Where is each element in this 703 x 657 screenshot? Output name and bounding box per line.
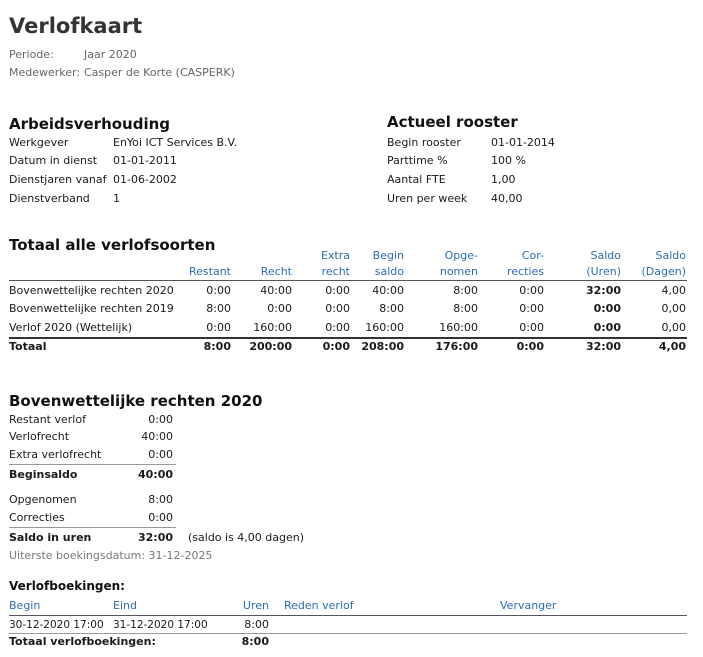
col-head: Extra xyxy=(320,249,350,262)
boeking-begin: 30-12-2020 17:00 xyxy=(9,619,104,631)
total-value: 200:00 xyxy=(249,340,292,353)
row-value: 0:00 xyxy=(325,321,350,334)
arbeid-label: Dienstjaren vanaf xyxy=(9,173,107,186)
boek-col-begin: Begin xyxy=(9,599,41,612)
bw-value: 40:00 xyxy=(141,430,173,443)
row-value: 0:00 xyxy=(267,302,292,315)
boekingen-total-value: 8:00 xyxy=(241,635,269,648)
medewerker-label: Medewerker: xyxy=(9,66,81,79)
row-value: 40:00 xyxy=(372,284,404,297)
col-head: (Dagen) xyxy=(641,265,686,278)
rooster-value: 40,00 xyxy=(491,192,523,205)
saldo-note: (saldo is 4,00 dagen) xyxy=(188,531,305,544)
bw-value: 0:00 xyxy=(148,511,173,524)
row-value: 8:00 xyxy=(453,302,478,315)
col-head: saldo xyxy=(374,265,404,278)
boekingen-total-divider xyxy=(9,633,687,634)
saldo-value: 32:00 xyxy=(137,531,173,544)
medewerker-value: Casper de Korte (CASPERK) xyxy=(84,66,235,79)
bw-label: Restant verlof xyxy=(9,413,86,426)
rooster-value: 1,00 xyxy=(491,173,516,186)
row-value: 0:00 xyxy=(325,284,350,297)
uiterste-boekingsdatum: Uiterste boekingsdatum: 31-12-2025 xyxy=(9,549,213,562)
row-value: 0,00 xyxy=(661,302,686,315)
beginsaldo-label: Beginsaldo xyxy=(9,468,78,481)
bw-label: Correcties xyxy=(9,511,65,524)
col-head: nomen xyxy=(439,265,478,278)
boek-col-reden: Reden verlof xyxy=(284,599,354,612)
row-value: 0:00 xyxy=(519,302,544,315)
total-value: 176:00 xyxy=(435,340,478,353)
col-head: Saldo xyxy=(590,249,621,262)
arbeid-label: Dienstverband xyxy=(9,192,90,205)
col-head: Recht xyxy=(260,265,292,278)
boekingen-header-divider xyxy=(9,615,687,616)
bw-label: Extra verlofrecht xyxy=(9,448,102,461)
col-head: (Uren) xyxy=(586,265,621,278)
rooster-label: Begin rooster xyxy=(387,136,461,149)
beginsaldo-divider xyxy=(9,464,176,465)
rooster-label: Parttime % xyxy=(387,154,448,167)
rooster-value: 01-01-2014 xyxy=(491,136,555,149)
col-head: Opge- xyxy=(444,249,478,262)
col-head: recht xyxy=(321,265,350,278)
bw-label: Opgenomen xyxy=(9,493,77,506)
boekingen-total-label: Totaal verlofboekingen: xyxy=(9,635,156,648)
row-value: 8:00 xyxy=(453,284,478,297)
total-value: 208:00 xyxy=(361,340,404,353)
rooster-value: 100 % xyxy=(491,154,526,167)
boek-col-uren: Uren xyxy=(242,599,269,612)
row-value: 32:00 xyxy=(585,284,621,297)
total-name: Totaal xyxy=(9,340,47,353)
row-value: 0:00 xyxy=(206,284,231,297)
arbeid-value: 01-06-2002 xyxy=(113,173,177,186)
header-divider xyxy=(9,280,687,281)
bw-value: 0:00 xyxy=(148,413,173,426)
row-value: 0:00 xyxy=(593,321,621,334)
row-value: 8:00 xyxy=(379,302,404,315)
total-value: 0:00 xyxy=(322,340,350,353)
row-name: Bovenwettelijke rechten 2019 xyxy=(9,302,174,315)
col-head: recties xyxy=(507,265,544,278)
bw-value: 0:00 xyxy=(148,448,173,461)
total-value: 0:00 xyxy=(516,340,544,353)
bw-label: Verlofrecht xyxy=(9,430,70,443)
rooster-heading: Actueel rooster xyxy=(387,113,518,131)
rooster-label: Uren per week xyxy=(387,192,468,205)
beginsaldo-value: 40:00 xyxy=(137,468,173,481)
total-value: 4,00 xyxy=(658,340,686,353)
periode-label: Periode: xyxy=(9,48,54,61)
arbeid-label: Datum in dienst xyxy=(9,154,98,167)
col-head: Saldo xyxy=(655,249,686,262)
row-name: Verlof 2020 (Wettelijk) xyxy=(9,321,133,334)
totaal-heading: Totaal alle verlofsoorten xyxy=(9,236,216,254)
row-value: 160:00 xyxy=(253,321,292,334)
row-value: 0:00 xyxy=(519,321,544,334)
total-value: 32:00 xyxy=(585,340,621,353)
row-value: 0:00 xyxy=(325,302,350,315)
row-value: 0,00 xyxy=(661,321,686,334)
row-value: 160:00 xyxy=(439,321,478,334)
boekingen-heading: Verlofboekingen: xyxy=(9,579,125,593)
total-divider xyxy=(9,337,687,339)
saldo-label: Saldo in uren xyxy=(9,531,92,544)
boek-col-vervanger: Vervanger xyxy=(500,599,557,612)
total-value: 8:00 xyxy=(203,340,231,353)
rooster-label: Aantal FTE xyxy=(387,173,446,186)
row-value: 8:00 xyxy=(206,302,231,315)
row-value: 0:00 xyxy=(519,284,544,297)
saldo-divider xyxy=(9,527,176,528)
arbeid-value: 1 xyxy=(113,192,120,205)
col-head: Cor- xyxy=(521,249,544,262)
row-value: 160:00 xyxy=(365,321,404,334)
boek-col-eind: Eind xyxy=(113,599,137,612)
bw-value: 8:00 xyxy=(148,493,173,506)
periode-value: Jaar 2020 xyxy=(84,48,137,61)
boeking-uren: 8:00 xyxy=(244,618,269,631)
col-head: Restant xyxy=(189,265,231,278)
row-value: 4,00 xyxy=(661,284,686,297)
row-value: 0:00 xyxy=(206,321,231,334)
row-name: Bovenwettelijke rechten 2020 xyxy=(9,284,174,297)
boeking-eind: 31-12-2020 17:00 xyxy=(113,619,208,631)
arbeid-heading: Arbeidsverhouding xyxy=(9,115,171,133)
row-value: 0:00 xyxy=(593,302,621,315)
arbeid-label: Werkgever xyxy=(9,136,69,149)
col-head: Begin xyxy=(372,249,404,262)
page-title: Verlofkaart xyxy=(9,14,143,38)
arbeid-value: EnYoi ICT Services B.V. xyxy=(113,136,238,149)
arbeid-value: 01-01-2011 xyxy=(113,154,177,167)
bovenwettelijk-heading: Bovenwettelijke rechten 2020 xyxy=(9,392,263,410)
row-value: 40:00 xyxy=(260,284,292,297)
